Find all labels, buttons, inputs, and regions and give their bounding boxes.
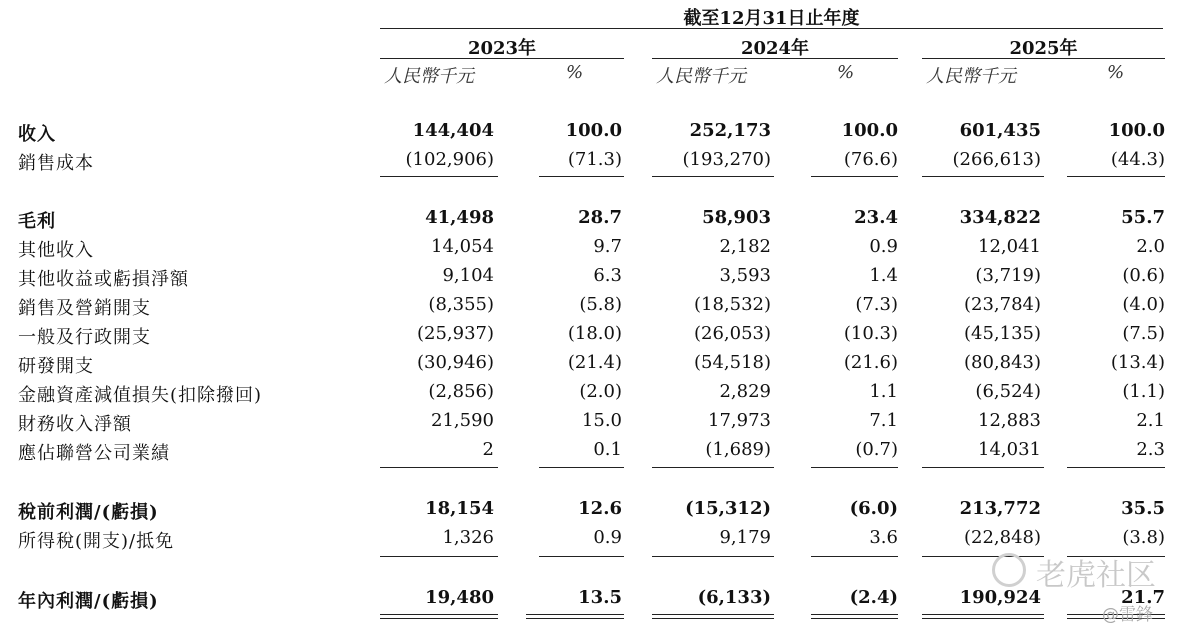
watermark-handle: @雷鋒 [1102, 605, 1153, 625]
amount-cell: 19,480 [425, 587, 494, 608]
amount-cell: (3,719) [975, 265, 1041, 286]
amount-cell: (8,355) [428, 294, 494, 315]
associates-rule-c5 [922, 467, 1044, 468]
year-2024-heading: 2024年 [740, 38, 810, 59]
percent-cell: (0.7) [855, 439, 898, 460]
amount-cell: 3,593 [719, 265, 771, 286]
percent-cell: 6.3 [593, 265, 622, 286]
row-label: 年內利潤/(虧損) [18, 591, 159, 612]
year-2025-heading: 2025年 [1009, 38, 1078, 59]
amount-cell: 334,822 [959, 207, 1041, 228]
percent-cell: (21.6) [843, 352, 898, 373]
percent-cell: (2.4) [849, 587, 898, 608]
amount-cell: 9,104 [442, 265, 494, 286]
amount-cell: 17,973 [708, 410, 771, 431]
amount-cell: (26,053) [693, 323, 771, 344]
row-label: 銷售成本 [18, 153, 94, 174]
tax-rule-c4 [811, 556, 898, 557]
amount-cell: 1,326 [442, 527, 494, 548]
table-row [0, 439, 1184, 467]
percent-cell: 9.7 [593, 236, 622, 257]
profit-double-rule-c1 [380, 614, 498, 619]
percent-cell: (21.4) [567, 352, 622, 373]
percent-cell: (6.0) [849, 498, 898, 519]
table-row [0, 149, 1184, 177]
cost-of-sales-rule-c3 [652, 176, 774, 177]
row-label: 其他收入 [18, 240, 94, 261]
tax-rule-c5 [922, 556, 1044, 557]
tiger-logo-icon [992, 553, 1026, 587]
percent-cell: 1.1 [869, 381, 898, 402]
percent-cell: 2.0 [1136, 236, 1165, 257]
amount-cell: 58,903 [702, 207, 771, 228]
year-2023-heading: 2023年 [467, 38, 537, 59]
amount-cell: (54,518) [693, 352, 771, 373]
row-label: 所得稅(開支)/抵免 [18, 531, 175, 552]
amount-cell: (6,133) [697, 587, 771, 608]
amount-cell: 213,772 [959, 498, 1041, 519]
amount-cell: 144,404 [412, 120, 494, 141]
percent-cell: 2.1 [1136, 410, 1165, 431]
amount-cell: 2 [482, 439, 494, 460]
percent-cell: (3.8) [1122, 527, 1165, 548]
tax-rule-c1 [380, 556, 498, 557]
row-label: 金融資產減值損失(扣除撥回) [18, 385, 263, 406]
associates-rule-c2 [539, 467, 624, 468]
percent-cell: (0.6) [1122, 265, 1165, 286]
amount-cell: (193,270) [682, 149, 771, 170]
table-row [0, 410, 1184, 438]
percent-cell: 0.9 [593, 527, 622, 548]
percent-cell: 28.7 [578, 207, 622, 228]
pct-label-2025: % [1107, 62, 1125, 83]
amount-cell: 9,179 [719, 527, 771, 548]
cost-of-sales-rule-c1 [380, 176, 498, 177]
amount-cell: 14,054 [431, 236, 494, 257]
percent-cell: (13.4) [1110, 352, 1165, 373]
row-label: 銷售及營銷開支 [18, 298, 151, 319]
unit-label-2023: 人民幣千元 [384, 66, 474, 87]
associates-rule-c1 [380, 467, 498, 468]
amount-cell: (6,524) [975, 381, 1041, 402]
profit-double-rule-c3 [652, 614, 774, 619]
amount-cell: 14,031 [978, 439, 1041, 460]
table-row [0, 587, 1184, 615]
percent-cell: (1.1) [1122, 381, 1165, 402]
table-row [0, 352, 1184, 380]
amount-cell: 190,924 [959, 587, 1041, 608]
percent-cell: (7.5) [1122, 323, 1165, 344]
table-row [0, 294, 1184, 322]
associates-rule-c3 [652, 467, 774, 468]
percent-cell: 0.1 [593, 439, 622, 460]
amount-cell: (15,312) [685, 498, 771, 519]
unit-label-2025: 人民幣千元 [926, 66, 1016, 87]
amount-cell: (25,937) [416, 323, 494, 344]
amount-cell: 18,154 [425, 498, 494, 519]
amount-cell: 601,435 [959, 120, 1041, 141]
table-row [0, 265, 1184, 293]
table-row [0, 498, 1184, 526]
tax-rule-c3 [652, 556, 774, 557]
amount-cell: (266,613) [952, 149, 1041, 170]
cost-of-sales-rule-c4 [811, 176, 898, 177]
amount-cell: (1,689) [705, 439, 771, 460]
year-2023-rule [380, 58, 624, 59]
table-row [0, 527, 1184, 555]
percent-cell: (7.3) [855, 294, 898, 315]
percent-cell: (71.3) [567, 149, 622, 170]
associates-rule-c4 [811, 467, 898, 468]
percent-cell: 35.5 [1121, 498, 1165, 519]
amount-cell: 12,041 [978, 236, 1041, 257]
amount-cell: (102,906) [405, 149, 494, 170]
percent-cell: 100.0 [1108, 120, 1165, 141]
amount-cell: (45,135) [963, 323, 1041, 344]
table-row [0, 120, 1184, 148]
amount-cell: 2,182 [719, 236, 771, 257]
amount-cell: (23,784) [963, 294, 1041, 315]
amount-cell: 21,590 [431, 410, 494, 431]
percent-cell: 13.5 [578, 587, 622, 608]
header-rule-top [380, 28, 1163, 29]
percent-cell: 1.4 [869, 265, 898, 286]
percent-cell: 3.6 [869, 527, 898, 548]
percent-cell: (2.0) [579, 381, 622, 402]
period-heading: 截至12月31日止年度 [683, 8, 860, 29]
percent-cell: 21.7 [1121, 587, 1165, 608]
row-label: 應佔聯營公司業績 [18, 443, 170, 464]
percent-cell: 0.9 [869, 236, 898, 257]
amount-cell: (22,848) [963, 527, 1041, 548]
percent-cell: (18.0) [567, 323, 622, 344]
amount-cell: 41,498 [425, 207, 494, 228]
amount-cell: (2,856) [428, 381, 494, 402]
amount-cell: (18,532) [693, 294, 771, 315]
row-label: 稅前利潤/(虧損) [18, 502, 159, 523]
year-2024-rule [652, 58, 898, 59]
row-label: 研發開支 [18, 356, 94, 377]
row-label: 一般及行政開支 [18, 327, 151, 348]
row-label: 其他收益或虧損淨額 [18, 269, 189, 290]
percent-cell: 23.4 [854, 207, 898, 228]
profit-double-rule-c4 [811, 614, 898, 619]
percent-cell: 2.3 [1136, 439, 1165, 460]
profit-double-rule-c2 [526, 614, 624, 619]
amount-cell: 252,173 [689, 120, 771, 141]
cost-of-sales-rule-c5 [922, 176, 1044, 177]
percent-cell: 15.0 [581, 410, 622, 431]
table-row [0, 381, 1184, 409]
percent-cell: 55.7 [1121, 207, 1165, 228]
pct-label-2023: % [566, 62, 584, 83]
tax-rule-c2 [539, 556, 624, 557]
percent-cell: (76.6) [843, 149, 898, 170]
row-label: 財務收入淨額 [18, 414, 132, 435]
percent-cell: 7.1 [869, 410, 898, 431]
amount-cell: 12,883 [978, 410, 1041, 431]
percent-cell: 100.0 [841, 120, 898, 141]
pct-label-2024: % [837, 62, 855, 83]
table-row [0, 207, 1184, 235]
table-row [0, 236, 1184, 264]
row-label: 毛利 [18, 211, 56, 232]
percent-cell: (4.0) [1122, 294, 1165, 315]
profit-double-rule-c5 [922, 614, 1044, 619]
amount-cell: (30,946) [416, 352, 494, 373]
percent-cell: 100.0 [565, 120, 622, 141]
watermark-text: 老虎社区 [1036, 558, 1156, 593]
cost-of-sales-rule-c2 [539, 176, 624, 177]
unit-label-2024: 人民幣千元 [656, 66, 746, 87]
percent-cell: (44.3) [1110, 149, 1165, 170]
table-row [0, 323, 1184, 351]
percent-cell: (5.8) [579, 294, 622, 315]
year-2025-rule [922, 58, 1165, 59]
cost-of-sales-rule-c6 [1067, 176, 1165, 177]
percent-cell: (10.3) [843, 323, 898, 344]
row-label: 收入 [18, 124, 56, 145]
percent-cell: 12.6 [578, 498, 622, 519]
amount-cell: 2,829 [719, 381, 771, 402]
amount-cell: (80,843) [963, 352, 1041, 373]
associates-rule-c6 [1067, 467, 1165, 468]
